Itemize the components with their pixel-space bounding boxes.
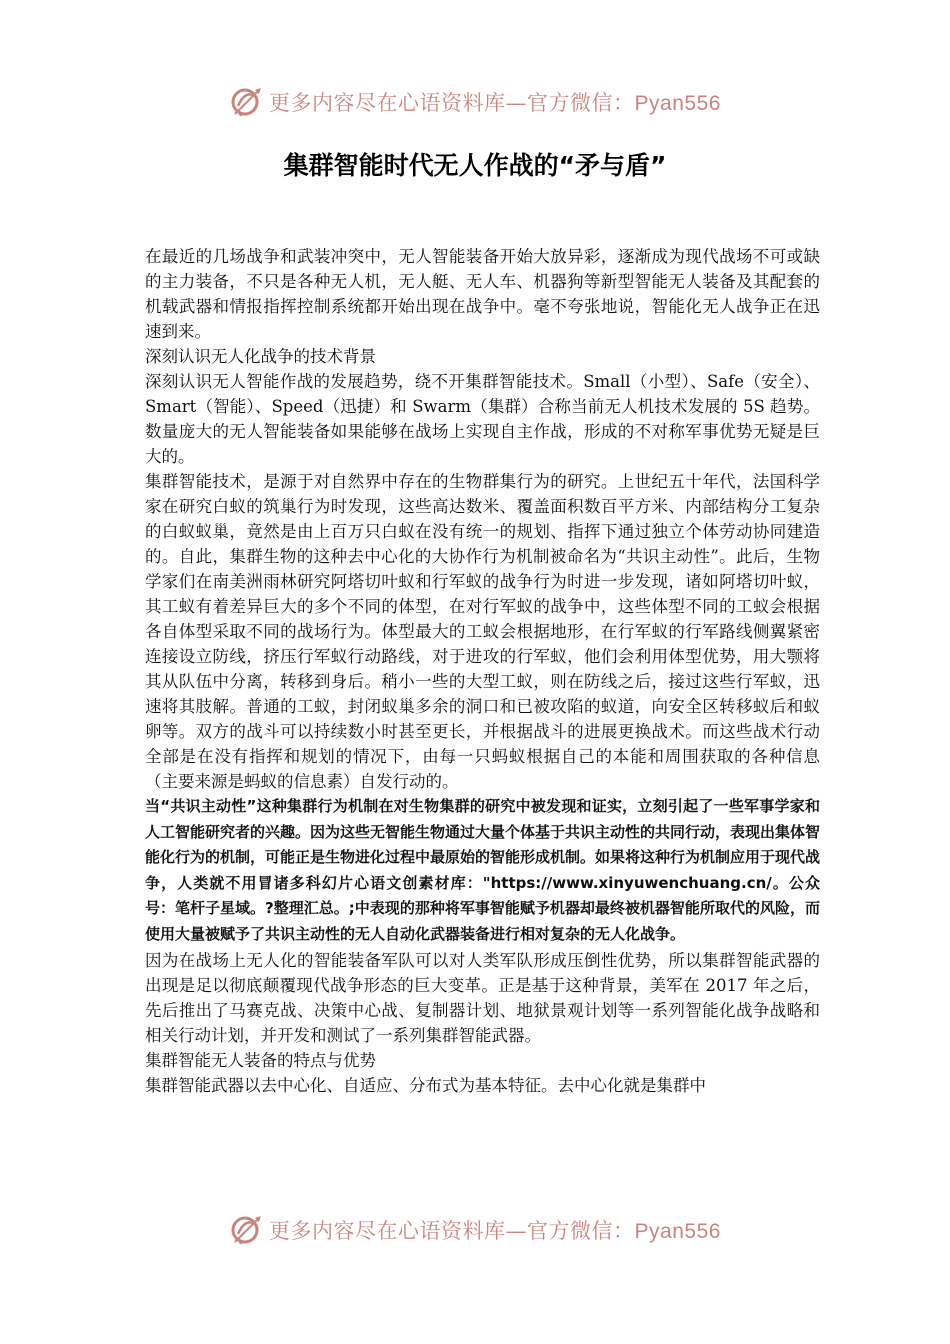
banner-brand: Pyan556 [634, 92, 721, 115]
paragraph-swarm-origin: 集群智能技术，是源于对自然界中存在的生物群集行为的研究。上世纪五十年代，法国科学家在研究白蚁的筑巢行为时发现，这些高达数米、覆盖面积数百平方米、内部结构分工复杂的白蚁蚁巢，竟然是由上百万只白蚁在没有统一的规划、指挥下通过独立个体劳动协同建造的。自此，集群生物的这种去中心化的大协作行为机制被命名为“共识主动性”。此后，生物学家们在南美洲雨林研究阿塔切叶蚁和行军蚁的战争行为时进一步发现，诸如阿塔切叶蚁，其工蚁有着差异巨大的多个不同的体型，在对行军蚁的战争中，这些体型不同的工蚁会根据各自体型采取不同的战场行为。体型最大的工蚁会根据地形，在行军蚁的行军路线侧翼紧密连接设立防线，挤压行军蚁行动路线，对于进攻的行军蚁，他们会利用体型优势，用大颚将其从队伍中分离，转移到身后。稍小一些的大型工蚁，则在防线之后，接过这些行军蚁，迅速将其肢解。普通的工蚁，封闭蚁巢多余的洞口和已被攻陷的蚁道，向安全区转移蚁后和蚁卵等。双方的战斗可以持续数小时甚至更长，并根据战斗的进展更换战术。而这些战术行动全部是在没有指挥和规划的情况下，由每一只蚂蚁根据自己的本能和周围获取的各种信息（主要来源是蚂蚁的信息素）自发行动的。 [145, 472, 820, 791]
paragraph-consensus-initiative: 当“共识主动性”这种集群行为机制在对生物集群的研究中被发现和证实，立刻引起了一些军事学家和人工智能研究者的兴趣。因为这些无智能生物通过大量个体基于共识主动性的共同行动，表现出集体智能化行为的机制，可能正是生物进化过程中最原始的智能形成机制。如果将这种行为机制应用于现代战争，人类就不用冒诸多科幻片心语文创素材库："https://www.xinyuwenchuang.cn/。公众号：笔杆子星域。?整理汇总。;中表现的那种将军事智能赋予机器却最终被机器智能所取代的风险，而使用大量被赋予了共识主动性的无人自动化武器装备进行相对复杂的无人化战争。 [145, 797, 821, 943]
header-banner [0, 80, 950, 124]
banner-text-cn: 更多内容尽在心语资料库—官方微信： [269, 91, 635, 115]
brand-logo-icon [229, 84, 265, 120]
section-heading-background: 深刻认识无人化战争的技术背景 [145, 347, 376, 366]
section-heading-advantages: 集群智能无人装备的特点与优势 [145, 1050, 376, 1070]
paragraph-features: 集群智能武器以去中心化、自适应、分布式为基本特征。去中心化就是集群中 [145, 1075, 706, 1095]
footer-banner [0, 1208, 950, 1252]
document-body [145, 244, 820, 1098]
document-title: 集群智能时代无人作战的“矛与盾” [283, 151, 667, 180]
paragraph-us-military: 因为在战场上无人化的智能装备军队可以对人类军队形成压倒性优势，所以集群智能武器的出现是足以彻底颠覆现代战争形态的巨大变革。正是基于这种背景，美军在 2017 年之后，先后推出了马赛克战、决策中心战、复制器计划、地狱景观计划等一系列智能化战争战略和相关行动计划，并开发和测试了一系列集群智能武器。 [145, 950, 820, 1045]
paragraph-intro: 在最近的几场战争和武装冲突中，无人智能装备开始大放异彩，逐渐成为现代战场不可或缺的主力装备，不只是各种无人机，无人艇、无人车、机器狗等新型智能无人装备及其配套的机载武器和情报指挥控制系统都开始出现在战争中。毫不夸张地说，智能化无人战争正在迅速到来。 [145, 247, 820, 341]
paragraph-5s-trend: 深刻认识无人智能作战的发展趋势，绕不开集群智能技术。Small（小型）、Safe（安全）、Smart（智能）、Speed（迅捷）和 Swarm（集群）合称当前无人机技术发展的 5S 趋势。数量庞大的无人智能装备如果能够在战场上实现自主作战，形成的不对称军事优势无疑是巨大的。 [145, 372, 820, 466]
banner-brand: Pyan556 [634, 1220, 721, 1243]
banner-text [269, 1215, 721, 1245]
banner-text-cn: 更多内容尽在心语资料库—官方微信： [269, 1219, 635, 1243]
brand-logo-icon [229, 1212, 265, 1248]
banner-text [269, 87, 721, 117]
